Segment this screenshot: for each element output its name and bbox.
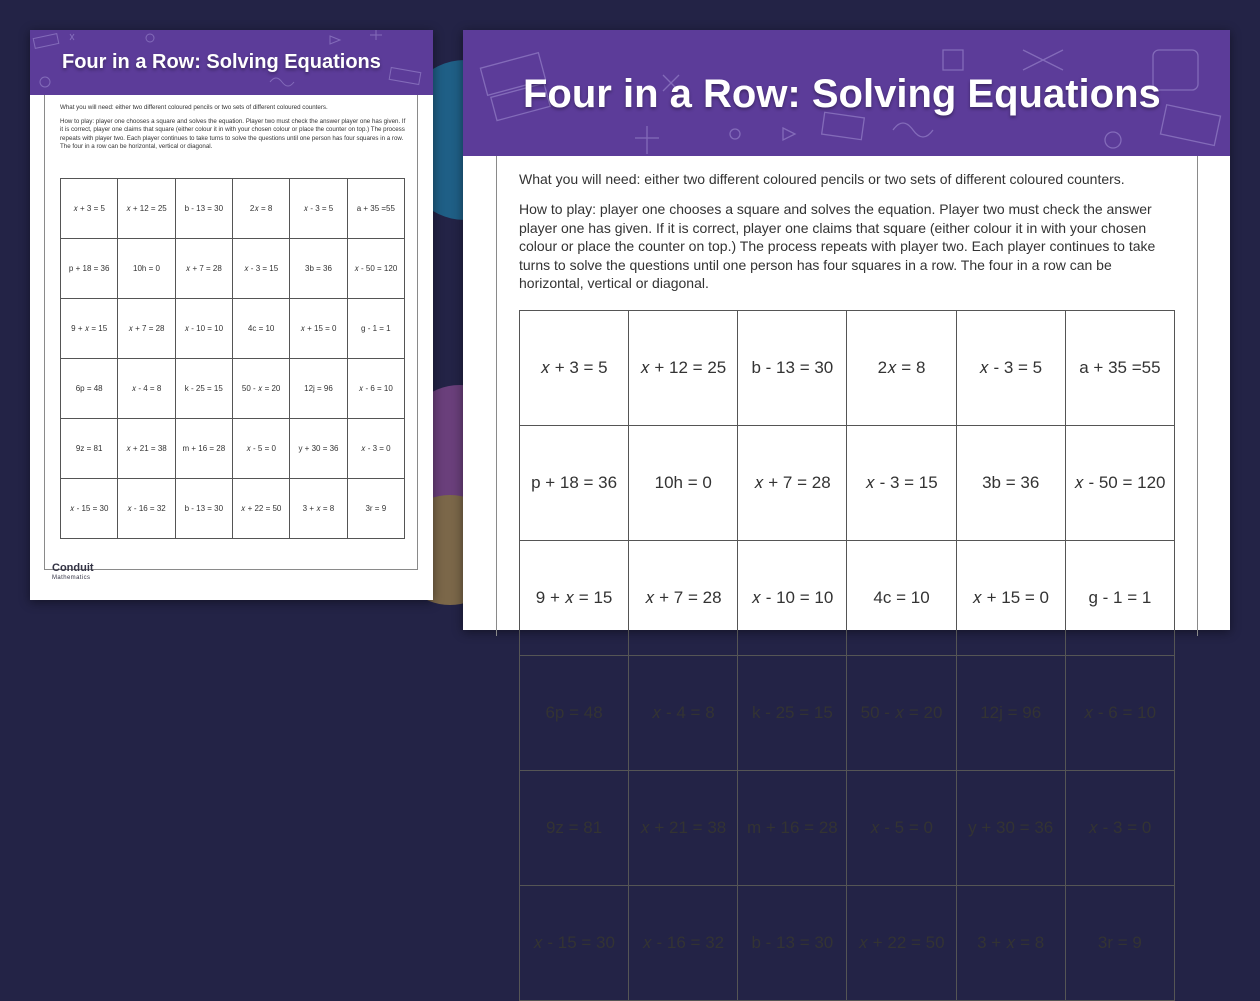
equation-cell: 9 + 𝑥 = 15 [61, 299, 118, 359]
page-title: Four in a Row: Solving Equations [62, 51, 381, 73]
grid-row [520, 426, 1175, 541]
equation-cell: 50 - 𝑥 = 20 [847, 656, 956, 771]
equation-cell: m + 16 = 28 [175, 419, 232, 479]
equation-cell: 𝑥 - 4 = 8 [629, 656, 738, 771]
equation-cell: 𝑥 - 3 = 5 [956, 311, 1065, 426]
equation-grid [60, 178, 405, 539]
grid-row [61, 479, 405, 539]
equation-cell: 𝑥 - 10 = 10 [175, 299, 232, 359]
equation-cell: 3b = 36 [956, 426, 1065, 541]
materials-text: What you will need: either two different coloured pencils or two sets of different coloured counters. [519, 171, 1125, 187]
grid-row [61, 299, 405, 359]
equation-cell: 𝑥 - 3 = 5 [290, 179, 347, 239]
equation-cell: 𝑥 - 5 = 0 [847, 771, 956, 886]
equation-grid [519, 310, 1175, 1001]
equation-cell: 𝑥 - 3 = 0 [1065, 771, 1174, 886]
equation-cell: b - 13 = 30 [175, 479, 232, 539]
equation-cell: p + 18 = 36 [520, 426, 629, 541]
equation-cell: 𝑥 + 22 = 50 [232, 479, 289, 539]
worksheet-zoomed [463, 30, 1230, 952]
equation-cell: y + 30 = 36 [956, 771, 1065, 886]
equation-cell: 9z = 81 [520, 771, 629, 886]
equation-cell: 𝑥 - 4 = 8 [118, 359, 175, 419]
equation-cell: g - 1 = 1 [347, 299, 404, 359]
equation-cell: 3b = 36 [290, 239, 347, 299]
grid-row [520, 656, 1175, 771]
equation-cell: 𝑥 + 3 = 5 [61, 179, 118, 239]
publisher-logo [52, 562, 94, 581]
equation-cell: 𝑥 - 50 = 120 [347, 239, 404, 299]
instructions-text: How to play: player one chooses a square and solves the equation. Player two must check the answer player one has given. If it is correct, player one claims that square (either colour it in with your chosen colour or place the counter on top.) The process repeats with player two. Each player continues to take turns to solve the questions until one person has four squares in a row. The four in a row can be horizontal, vertical or diagonal. [60, 118, 406, 150]
grid-row [520, 311, 1175, 426]
worksheet-thumbnail[interactable] [30, 30, 433, 600]
equation-cell: 10h = 0 [118, 239, 175, 299]
equation-cell: g - 1 = 1 [1065, 541, 1174, 656]
equation-cell: 𝑥 - 10 = 10 [738, 541, 847, 656]
equation-cell: 𝑥 - 6 = 10 [1065, 656, 1174, 771]
equation-cell: k - 25 = 15 [738, 656, 847, 771]
materials-text: What you will need: either two different coloured pencils or two sets of different coloured counters. [60, 104, 328, 111]
equation-cell: 𝑥 - 5 = 0 [232, 419, 289, 479]
equation-cell: 𝑥 + 12 = 25 [118, 179, 175, 239]
logo-subtitle: Mathematics [52, 575, 91, 581]
equation-cell: 𝑥 + 21 = 38 [118, 419, 175, 479]
equation-cell: 𝑥 - 16 = 32 [118, 479, 175, 539]
equation-cell: b - 13 = 30 [175, 179, 232, 239]
equation-cell: 𝑥 - 50 = 120 [1065, 426, 1174, 541]
equation-cell: b - 13 = 30 [738, 311, 847, 426]
equation-cell: 4c = 10 [232, 299, 289, 359]
equation-cell: m + 16 = 28 [738, 771, 847, 886]
equation-cell: b - 13 = 30 [738, 886, 847, 1001]
equation-cell: 𝑥 + 15 = 0 [956, 541, 1065, 656]
equation-cell: a + 35 =55 [347, 179, 404, 239]
title-banner [463, 30, 1230, 156]
equation-cell: 𝑥 - 3 = 15 [847, 426, 956, 541]
equation-cell: 3 + 𝑥 = 8 [290, 479, 347, 539]
equation-cell: 𝑥 + 15 = 0 [290, 299, 347, 359]
equation-cell: 𝑥 + 3 = 5 [520, 311, 629, 426]
equation-cell: 𝑥 - 6 = 10 [347, 359, 404, 419]
grid-row [61, 419, 405, 479]
equation-cell: k - 25 = 15 [175, 359, 232, 419]
equation-cell: 𝑥 + 12 = 25 [629, 311, 738, 426]
equation-cell: 𝑥 - 15 = 30 [61, 479, 118, 539]
equation-cell: 3r = 9 [347, 479, 404, 539]
title-banner [30, 30, 433, 95]
equation-cell: 50 - 𝑥 = 20 [232, 359, 289, 419]
equation-cell: 4c = 10 [847, 541, 956, 656]
equation-cell: 6p = 48 [61, 359, 118, 419]
equation-cell: 2𝑥 = 8 [847, 311, 956, 426]
equation-cell: 10h = 0 [629, 426, 738, 541]
equation-cell: 𝑥 - 15 = 30 [520, 886, 629, 1001]
grid-row [61, 359, 405, 419]
equation-cell: 9z = 81 [61, 419, 118, 479]
grid-row [61, 179, 405, 239]
equation-cell: 𝑥 + 7 = 28 [629, 541, 738, 656]
grid-row [61, 239, 405, 299]
equation-cell: 3 + 𝑥 = 8 [956, 886, 1065, 1001]
grid-row [520, 541, 1175, 656]
instructions-text: How to play: player one chooses a square and solves the equation. Player two must check the answer player one has given. If it is correct, player one claims that square (either colour it in with your chosen colour or place the counter on top.) The process repeats with player two. Each player continues to take turns to solve the questions until one person has four squares in a row. The four in a row can be horizontal, vertical or diagonal. [519, 201, 1156, 291]
equation-cell: 6p = 48 [520, 656, 629, 771]
equation-cell: 𝑥 + 21 = 38 [629, 771, 738, 886]
equation-cell: 12j = 96 [290, 359, 347, 419]
equation-cell: 𝑥 + 7 = 28 [738, 426, 847, 541]
equation-cell: a + 35 =55 [1065, 311, 1174, 426]
logo-name: Conduit [52, 562, 94, 574]
equation-cell: 𝑥 - 16 = 32 [629, 886, 738, 1001]
equation-cell: p + 18 = 36 [61, 239, 118, 299]
page-title: Four in a Row: Solving Equations [523, 72, 1161, 116]
equation-cell: 𝑥 - 3 = 0 [347, 419, 404, 479]
equation-cell: 𝑥 + 22 = 50 [847, 886, 956, 1001]
grid-row [520, 771, 1175, 886]
equation-cell: y + 30 = 36 [290, 419, 347, 479]
grid-row [520, 886, 1175, 1001]
equation-cell: 𝑥 - 3 = 15 [232, 239, 289, 299]
equation-cell: 9 + 𝑥 = 15 [520, 541, 629, 656]
equation-cell: 3r = 9 [1065, 886, 1174, 1001]
equation-cell: 2𝑥 = 8 [232, 179, 289, 239]
equation-cell: 12j = 96 [956, 656, 1065, 771]
equation-cell: 𝑥 + 7 = 28 [118, 299, 175, 359]
equation-cell: 𝑥 + 7 = 28 [175, 239, 232, 299]
